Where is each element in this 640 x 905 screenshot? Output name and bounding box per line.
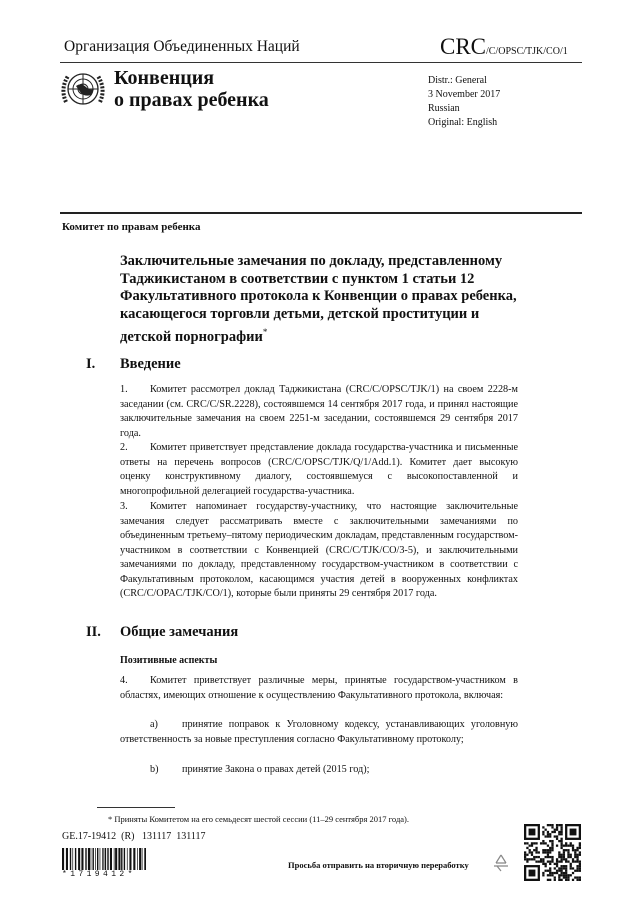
distribution-info [428, 74, 500, 130]
header-rule [60, 62, 582, 63]
paragraph-text: Комитет приветствует различные меры, принятые государством-участником в областях, имеющих отношение к осуществлению Факультативного протокола, включая: [120, 675, 518, 701]
paragraph [120, 441, 518, 499]
distr: Distr.: General [428, 75, 487, 86]
paragraph [120, 500, 518, 602]
barcode-icon [62, 848, 146, 870]
recycle-icon [490, 852, 512, 874]
section-title: Введение [120, 356, 181, 372]
language: Russian [428, 103, 460, 114]
list-item [120, 763, 518, 778]
committee-name: Комитет по правам ребенка [62, 221, 201, 233]
original-language: Original: English [428, 117, 498, 128]
title-text: Заключительные замечания по докладу, представленному Таджикистаном в соответствии с пунктом 1 статьи 12 Факультативного протокола к Конвенции о правах ребенка, касающегося торговли детьми, детской проституции и детской порнографии [120, 253, 517, 345]
un-emblem-icon [60, 66, 106, 112]
footnote-rule [97, 807, 175, 808]
document-title [120, 253, 520, 346]
paragraph-number: 4. [120, 675, 128, 686]
paragraph [120, 383, 518, 441]
item-label: a) [150, 719, 158, 730]
section-heading [86, 356, 181, 373]
item-text: принятие поправок к Уголовному кодексу, устанавливающих уголовную ответственность за новые преступления согласно Факультативному протоколу; [120, 719, 518, 745]
barcode-digits: *1719412* [62, 870, 136, 879]
organization-name: Организация Объединенных Наций [64, 38, 300, 55]
recycle-note: Просьба отправить на вторичную переработку [288, 860, 469, 870]
list-item [120, 718, 518, 747]
section-heading [86, 624, 239, 641]
document-symbol [440, 34, 568, 60]
symbol-suffix: /C/OPSC/TJK/CO/1 [486, 46, 568, 57]
item-label: b) [150, 764, 159, 775]
section-title: Общие замечания [120, 624, 239, 640]
section-number: II. [86, 624, 101, 640]
qr-code-icon [524, 824, 581, 881]
paragraph-text: Комитет напоминает государству-участнику, что настоящие заключительные замечания следует рассматривать вместе с заключительными замечаниями по объединенным третьему–пятому периодическим докладам, представленным государством-участником в соответствии с Конвенцией (CRC/C/TJK/CO/3-5), и заключительными замечаниями по докладу, представленному государством-участником в соответствии с Факультативным протоколом, касающимся участия детей в вооруженных конфликтах (CRC/C/OPAC/TJK/CO/1), которые были приняты 29 сентября 2017 года. [120, 501, 518, 599]
footnote: * Приняты Комитетом на его семьдесят шестой сессии (11–29 сентября 2017 года). [108, 814, 409, 824]
paragraph-number: 3. [120, 501, 128, 512]
paragraph-text: Комитет приветствует представление доклада государства-участника и письменные ответы на перечень вопросов (CRC/C/OPSC/TJK/Q/1/Add.1). Комитет дает высокую оценку конструктивному диалогу, состоявшемуся с высокопоставленной и многопрофильной делегацией государства-участника. [120, 442, 518, 497]
item-text: принятие Закона о правах детей (2015 год); [182, 764, 370, 775]
paragraph-number: 1. [120, 384, 128, 395]
subheading: Позитивные аспекты [120, 655, 218, 666]
job-number: GE.17-19412 (R) 131117 131117 [62, 831, 206, 842]
date: 3 November 2017 [428, 89, 501, 100]
body-name-line1: Конвенция [114, 67, 215, 89]
body-name [114, 67, 269, 111]
paragraph-text: Комитет рассмотрел доклад Таджикистана (CRC/C/OPSC/TJK/1) на своем 2228-м заседании (см. CRC/C/SR.2228), состоявшемся 14 сентября 2017 года, и принял настоящие заключительные замечания на своем 2251-м заседании, состоявшемся 29 сентября 2017 года. [120, 384, 518, 439]
paragraph [120, 674, 518, 703]
paragraph-number: 2. [120, 442, 128, 453]
footnote-mark: * [262, 326, 268, 337]
section-number: I. [86, 356, 96, 372]
symbol-main: CRC [440, 34, 487, 59]
thick-rule [60, 212, 582, 214]
body-name-line2: о правах ребенка [114, 89, 269, 111]
